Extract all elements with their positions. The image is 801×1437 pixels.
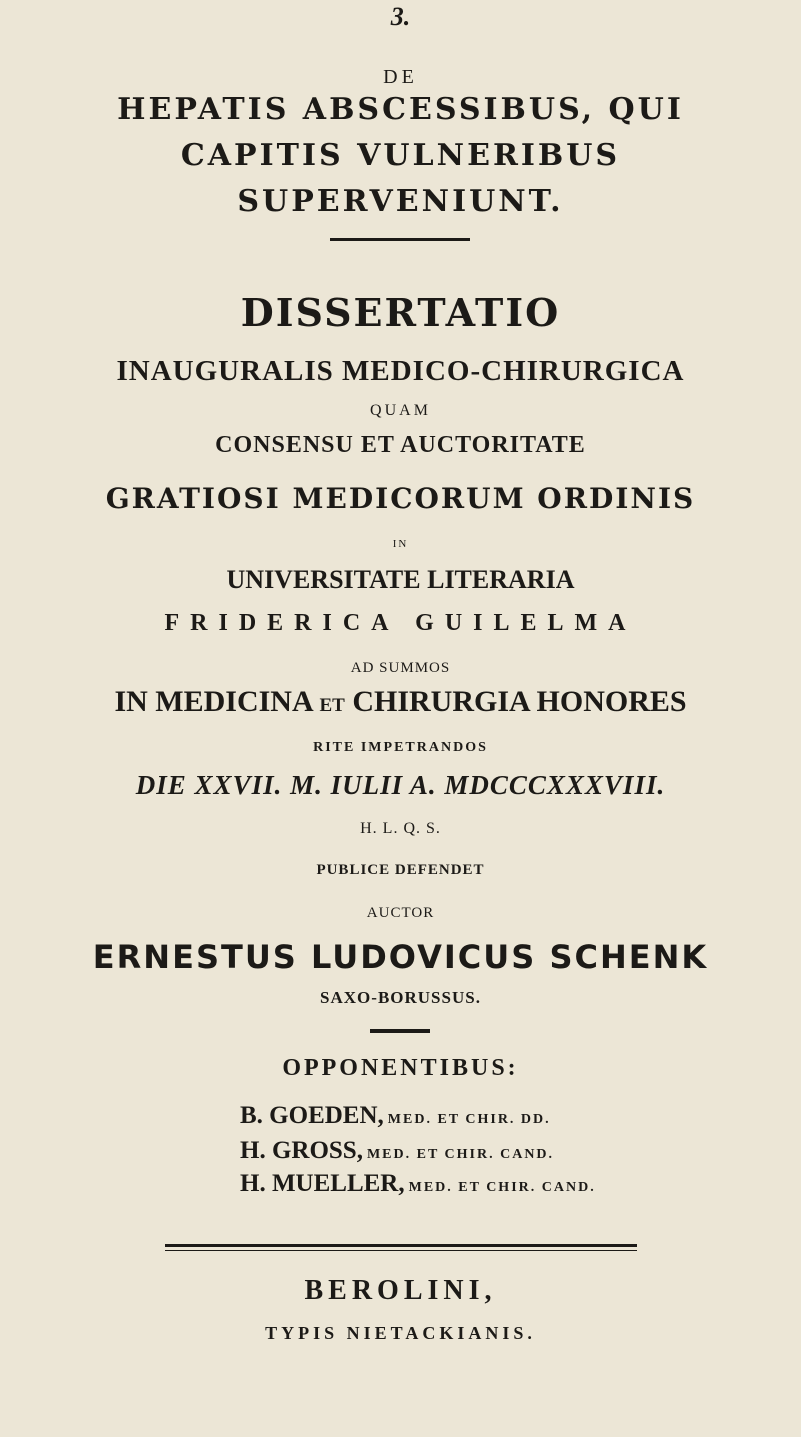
author-name: ERNESTUS LUDOVICUS SCHENK bbox=[92, 938, 709, 976]
double-rule-bottom bbox=[165, 1250, 637, 1251]
rite-text: RITE IMPETRANDOS bbox=[313, 740, 488, 755]
double-rule-top bbox=[165, 1244, 637, 1247]
divider-rule bbox=[330, 238, 470, 241]
opponent-name: H. GROSS, bbox=[240, 1137, 363, 1164]
library-mark: 3. bbox=[390, 2, 411, 31]
title-preposition: DE bbox=[383, 66, 418, 88]
imprint-city: BEROLINI, bbox=[304, 1275, 497, 1306]
in-text: IN bbox=[392, 538, 409, 550]
quam-text: QUAM bbox=[370, 402, 431, 419]
dissertation-heading: DISSERTATIO bbox=[240, 290, 561, 335]
opponents-heading: OPPONENTIBUS: bbox=[282, 1055, 519, 1081]
chirurgia-honores-text: CHIRURGIA HONORES bbox=[352, 685, 687, 718]
in-medicina-text: IN MEDICINA bbox=[114, 685, 312, 718]
ordinis-text: GRATIOSI MEDICORUM ORDINIS bbox=[105, 482, 696, 515]
opponent-row bbox=[240, 1170, 596, 1198]
author-origin: SAXO-BORUSSUS. bbox=[320, 988, 481, 1007]
opponent-degree: MED. ET CHIR. CAND. bbox=[366, 1147, 555, 1162]
opponent-row bbox=[240, 1102, 551, 1130]
honores-line bbox=[0, 685, 801, 719]
university-name: FRIDERICA GUILELMA bbox=[164, 610, 637, 636]
publice-text: PUBLICE DEFENDET bbox=[316, 862, 485, 878]
opponent-name: H. MUELLER, bbox=[240, 1170, 405, 1197]
auctor-text: AUCTOR bbox=[366, 905, 435, 921]
opponent-row bbox=[240, 1137, 554, 1165]
defense-date: DIE XXVII. M. IULII A. MDCCCXXXVIII. bbox=[135, 770, 666, 800]
title-line-3: SUPERVENIUNT. bbox=[237, 184, 564, 219]
title-line-2: CAPITIS VULNERIBUS bbox=[180, 138, 621, 173]
imprint-printer: TYPIS NIETACKIANIS. bbox=[265, 1323, 536, 1343]
et-text: ET bbox=[319, 695, 345, 716]
hlqs-text: H. L. Q. S. bbox=[360, 820, 441, 837]
opponent-degree: MED. ET CHIR. DD. bbox=[387, 1112, 551, 1127]
dissertation-subtitle: INAUGURALIS MEDICO-CHIRURGICA bbox=[116, 355, 685, 387]
university-text: UNIVERSITATE LITERARIA bbox=[226, 565, 575, 594]
title-line-1: HEPATIS ABSCESSIBUS, QUI bbox=[117, 92, 684, 127]
divider-rule-small bbox=[370, 1029, 430, 1033]
opponent-name: B. GOEDEN, bbox=[240, 1102, 384, 1129]
consensu-text: CONSENSU ET AUCTORITATE bbox=[215, 432, 586, 458]
ad-summos-text: AD SUMMOS bbox=[350, 660, 451, 676]
opponent-degree: MED. ET CHIR. CAND. bbox=[408, 1180, 596, 1195]
